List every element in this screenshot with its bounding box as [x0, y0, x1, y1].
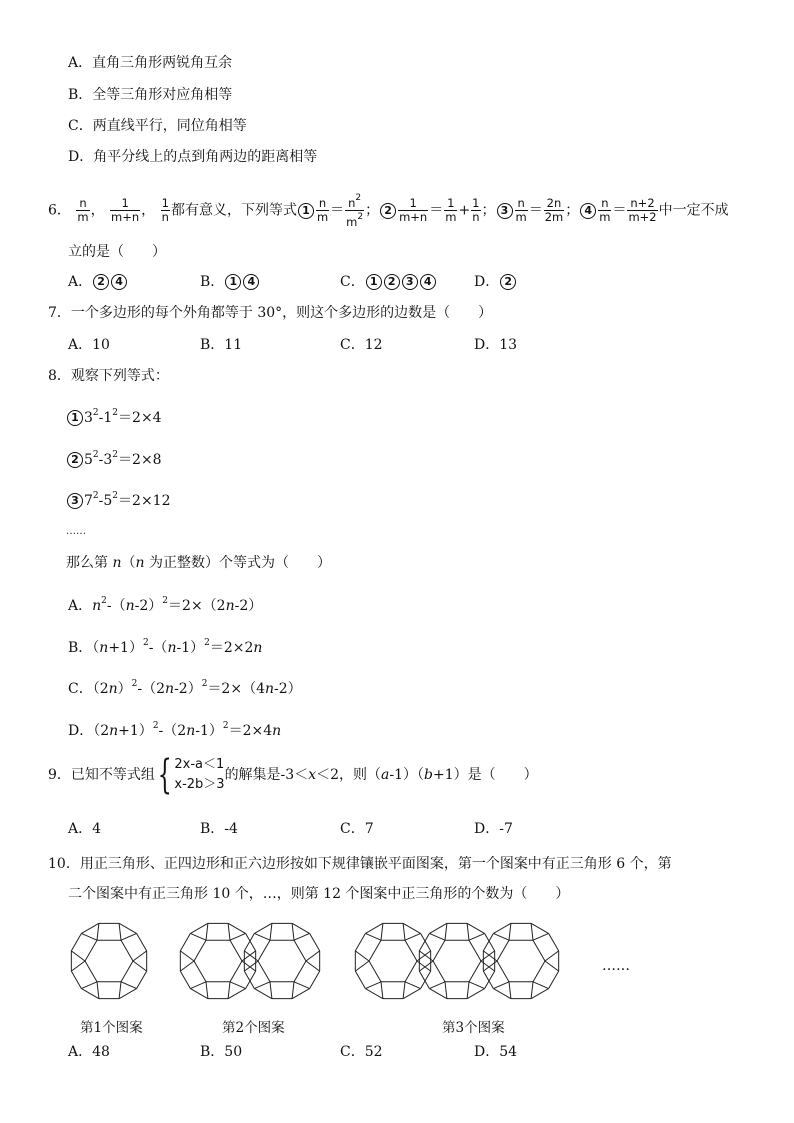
inner-hexagon-edge: [433, 961, 445, 982]
spoke: [381, 923, 383, 940]
outer-edge: [81, 989, 98, 999]
q9-option-c: C．7: [340, 821, 374, 837]
outer-edge: [493, 989, 510, 999]
spoke: [467, 982, 469, 999]
spoke: [121, 982, 137, 989]
q10-option-a: A．48: [68, 1044, 110, 1060]
spoke: [405, 982, 421, 989]
q8-option-a: A．$n^2-(n-2)^2=2\times(2n-2)$: [68, 596, 263, 614]
q10-option-b: B．50: [200, 1044, 243, 1060]
spoke: [467, 923, 469, 940]
spoke: [133, 961, 147, 971]
spoke: [97, 923, 99, 940]
q6-option-b: B． 1 4: [200, 272, 260, 292]
outer-edge: [419, 933, 429, 950]
q10-stem-line2: 二个图案中有正三角形 10 个，…，则第 12 个图案中正三角形的个数为（ ）: [68, 886, 570, 902]
inner-hexagon-edge: [194, 961, 206, 982]
spoke: [81, 982, 97, 989]
spoke: [429, 933, 445, 940]
inner-hexagon-edge: [294, 940, 306, 961]
outer-edge: [419, 971, 429, 988]
spoke: [121, 933, 137, 940]
inner-hexagon-edge: [230, 940, 242, 961]
q5-option-a: A．直角三角形两锐角互余: [68, 55, 233, 71]
inner-hexagon-edge: [405, 961, 417, 982]
q9-stem: 9．已知不等式组{ 2x-a＜1 x-2b＞3 的解集是-3＜x＜2，则（a-1）（b+1）是（ ）: [48, 752, 538, 798]
outer-edge: [429, 923, 446, 933]
spoke: [190, 933, 206, 940]
spoke: [119, 923, 121, 940]
spoke: [71, 951, 85, 961]
inner-hexagon-edge: [121, 940, 133, 961]
inner-hexagon-edge: [533, 961, 545, 982]
spoke: [294, 982, 310, 989]
q8-equation-3: 3 $7^2-5^2=2\times 12$: [66, 486, 170, 511]
outer-edge: [485, 971, 495, 988]
q10-stem-line1: 10．用正三角形、正四边形和正六边形按如下规律镶嵌平面图案，第一个图案中有正三角形 6 个，第: [48, 856, 672, 872]
circled-number: 1: [298, 203, 314, 219]
outer-edge: [310, 971, 320, 988]
spoke: [292, 923, 294, 940]
inner-hexagon-edge: [433, 940, 445, 961]
outer-edge: [244, 971, 254, 988]
spoke: [355, 961, 369, 971]
outer-edge: [429, 989, 446, 999]
figure-caption-2: 第2个图案: [222, 1020, 285, 1036]
outer-edge: [119, 923, 136, 933]
figures-ellipsis: ……: [602, 958, 630, 974]
q8-stem: 8．观察下列等式：: [48, 368, 169, 384]
inner-hexagon-edge: [121, 961, 133, 982]
outer-edge: [190, 989, 207, 999]
q8-option-d: D．$(2n+1)^2-(2n-1)^2=2\times 4n$: [68, 721, 282, 739]
spoke: [292, 982, 294, 999]
outer-edge: [137, 933, 147, 950]
outer-edge: [549, 971, 559, 988]
spoke: [429, 982, 445, 989]
spoke: [509, 923, 511, 940]
q8-question: 那么第 n（n 为正整数）个等式为（ ）: [66, 555, 331, 571]
spoke: [493, 982, 509, 989]
q8-option-c: C．$(2n)^2-(2n-2)^2=2\times(4n-2)$: [68, 679, 302, 697]
q8-equation-2: 2 $5^2-3^2=2\times 8$: [66, 445, 162, 470]
spoke: [270, 923, 272, 940]
outer-edge: [549, 933, 559, 950]
spoke: [545, 951, 559, 961]
outer-edge: [71, 933, 81, 950]
q8-ellipsis: ……: [66, 526, 86, 537]
spoke: [228, 982, 230, 999]
spoke: [531, 923, 533, 940]
inner-hexagon-edge: [405, 940, 417, 961]
spoke: [469, 933, 485, 940]
q5-option-d: D．角平分线上的点到角两边的距离相等: [68, 149, 318, 165]
inner-hexagon-edge: [258, 961, 270, 982]
spoke: [365, 933, 381, 940]
q9-option-a: A．4: [68, 821, 102, 837]
outer-edge: [355, 933, 365, 950]
spoke: [306, 951, 320, 961]
inner-hexagon-edge: [294, 961, 306, 982]
q5-option-c: C．两直线平行，同位角相等: [68, 118, 247, 134]
outer-edge: [137, 971, 147, 988]
inner-hexagon-edge: [497, 940, 509, 961]
spoke: [355, 951, 369, 961]
outer-edge: [180, 933, 190, 950]
inner-hexagon-edge: [533, 940, 545, 961]
q6-option-a: A． 2 4: [68, 272, 128, 292]
outer-edge: [467, 989, 484, 999]
outer-edge: [493, 923, 510, 933]
spoke: [270, 982, 272, 999]
outer-edge: [483, 971, 493, 988]
q6-option-c: C． 1 2 3 4: [340, 272, 437, 292]
spoke: [206, 923, 208, 940]
spoke: [294, 933, 310, 940]
fraction: $\frac{n}{m}$: [77, 196, 89, 224]
q8-option-b: B．$(n+1)^2-(n-1)^2=2\times 2n$: [68, 638, 263, 656]
q10-option-d: D．54: [474, 1044, 518, 1060]
spoke: [403, 982, 405, 999]
spoke: [445, 982, 447, 999]
spoke: [533, 982, 549, 989]
spoke: [306, 961, 320, 971]
outer-edge: [365, 989, 382, 999]
spoke: [469, 982, 485, 989]
q6-stem-line2: 立的是（ ）: [68, 244, 166, 260]
inequality-system: 2x-a＜1 x-2b＞3: [174, 757, 225, 792]
spoke: [445, 923, 447, 940]
q6-option-d: D． 2: [474, 272, 517, 292]
spoke: [71, 961, 85, 971]
figure-caption-1: 第1个图案: [80, 1020, 143, 1036]
spoke: [119, 982, 121, 999]
outer-edge: [246, 971, 256, 988]
outer-edge: [228, 923, 245, 933]
q9-option-d: D．-7: [474, 821, 513, 837]
outer-edge: [254, 989, 271, 999]
spoke: [533, 933, 549, 940]
q10-option-c: C．52: [340, 1044, 383, 1060]
outer-edge: [180, 971, 190, 988]
spoke: [405, 933, 421, 940]
spoke: [97, 982, 99, 999]
fraction: $\frac{1}{n}$: [161, 196, 169, 224]
outer-edge: [254, 923, 271, 933]
inner-hexagon-edge: [369, 961, 381, 982]
outer-edge: [483, 933, 493, 950]
spoke: [81, 933, 97, 940]
inner-hexagon-edge: [85, 961, 97, 982]
q7-option-d: D．13: [474, 337, 518, 353]
q6-stem: 6． $\frac{n}{m}$ ， $\frac{1}{m+n}$ ， $\frac{1}{n}$ 都有意义，下列等式 1 $\frac{n}{m}$ ＝ $\frac{n^2}{m^2}$ ； 2 $\frac{1}{m+n}$ ＝ $\frac{1}{m}$ + $\frac{1}{n}$ ； 3 $\frac{n}{m}$ ＝ $\frac{2n}{2m}$ ； 4 $\frac{n}{m}$ ＝ $\frac{n+2}{m+2}$ 中一定不成: [48, 193, 729, 229]
inner-hexagon-edge: [85, 940, 97, 961]
outer-edge: [310, 933, 320, 950]
outer-edge: [421, 933, 431, 950]
outer-edge: [365, 923, 382, 933]
figure-caption-3: 第3个图案: [442, 1020, 505, 1036]
q7-stem: 7．一个多边形的每个外角都等于 30°，则这个多边形的边数是（ ）: [48, 305, 493, 321]
spoke: [403, 923, 405, 940]
outer-edge: [403, 923, 420, 933]
inner-hexagon-edge: [194, 940, 206, 961]
spoke: [190, 982, 206, 989]
outer-edge: [421, 971, 431, 988]
outer-edge: [228, 989, 245, 999]
q9-option-b: B．-4: [200, 821, 238, 837]
spoke: [133, 951, 147, 961]
circled-number: 4: [580, 203, 596, 219]
inner-hexagon-edge: [258, 940, 270, 961]
spoke: [509, 982, 511, 999]
spoke: [254, 982, 270, 989]
spoke: [180, 961, 194, 971]
outer-edge: [403, 989, 420, 999]
q7-option-b: B．11: [200, 337, 243, 353]
q8-equation-1: 1 $3^2-1^2=2\times 4$: [66, 403, 162, 428]
inner-hexagon-edge: [469, 961, 481, 982]
q7-option-c: C．12: [340, 337, 383, 353]
spoke: [381, 982, 383, 999]
outer-edge: [467, 923, 484, 933]
outer-edge: [81, 923, 98, 933]
outer-edge: [292, 989, 309, 999]
spoke: [254, 933, 270, 940]
spoke: [365, 982, 381, 989]
inner-hexagon-edge: [230, 961, 242, 982]
outer-edge: [244, 933, 254, 950]
outer-edge: [246, 933, 256, 950]
spoke: [230, 982, 246, 989]
spoke: [180, 951, 194, 961]
spoke: [545, 961, 559, 971]
spoke: [493, 933, 509, 940]
outer-edge: [531, 923, 548, 933]
outer-edge: [119, 989, 136, 999]
fraction: $\frac{1}{m+n}$: [111, 196, 140, 224]
outer-edge: [485, 933, 495, 950]
brace: {: [157, 752, 172, 798]
circled-number: 3: [497, 203, 513, 219]
outer-edge: [531, 989, 548, 999]
inner-hexagon-edge: [497, 961, 509, 982]
spoke: [230, 933, 246, 940]
inner-hexagon-edge: [469, 940, 481, 961]
spoke: [206, 982, 208, 999]
spoke: [228, 923, 230, 940]
circled-number: 2: [380, 203, 396, 219]
outer-edge: [71, 971, 81, 988]
outer-edge: [190, 923, 207, 933]
q7-option-a: A．10: [68, 337, 110, 353]
inner-hexagon-edge: [369, 940, 381, 961]
q5-option-b: B．全等三角形对应角相等: [68, 87, 233, 103]
spoke: [531, 982, 533, 999]
outer-edge: [355, 971, 365, 988]
outer-edge: [292, 923, 309, 933]
